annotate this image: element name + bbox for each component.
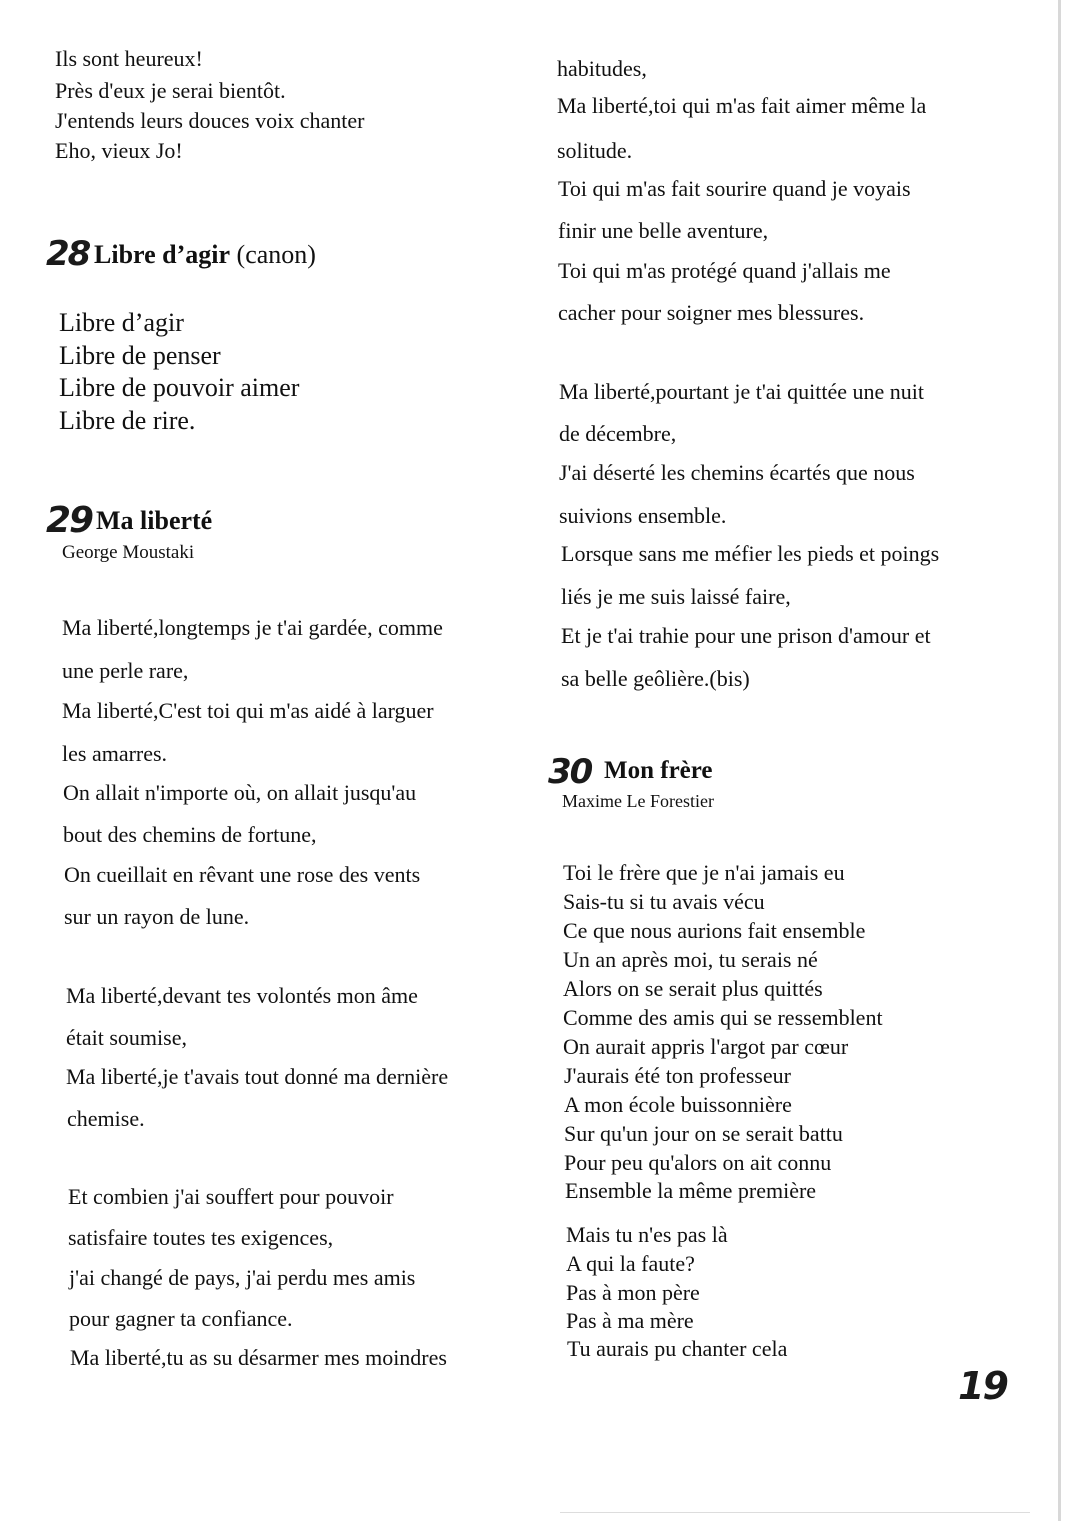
song-number: 28 <box>46 234 90 274</box>
lyric-line: Libre de rire. <box>59 406 196 435</box>
verse-line: J'entends leurs douces voix chanter <box>55 108 365 133</box>
lyric-line: A mon école buissonnière <box>564 1092 792 1117</box>
lyric-line: pour gagner ta confiance. <box>69 1306 293 1331</box>
lyric-line: satisfaire toutes tes exigences, <box>68 1225 334 1250</box>
lyric-line: Tu aurais pu chanter cela <box>567 1336 788 1361</box>
verse-line: Près d'eux je serai bientôt. <box>55 78 286 103</box>
lyric-line: Toi qui m'as protégé quand j'allais me <box>558 258 891 283</box>
lyric-line: Toi qui m'as fait sourire quand je voyais <box>558 176 911 201</box>
lyric-line: Libre d’agir <box>59 308 184 337</box>
lyric-line: de décembre, <box>559 421 677 446</box>
lyric-line: J'aurais été ton professeur <box>564 1063 791 1088</box>
lyric-line: Ma liberté,tu as su désarmer mes moindres <box>70 1345 447 1370</box>
lyric-line: Mais tu n'es pas là <box>566 1222 728 1247</box>
lyric-line: Pas à mon père <box>566 1280 700 1305</box>
lyric-line: bout des chemins de fortune, <box>63 822 317 847</box>
song-title: Libre d’agir <box>94 240 231 269</box>
lyric-line: Libre de penser <box>59 341 221 370</box>
lyric-line: Ma liberté,toi qui m'as fait aimer même la <box>557 93 927 118</box>
verse-line: Eho, vieux Jo! <box>55 138 183 163</box>
lyric-line: Ce que nous aurions fait ensemble <box>563 918 866 943</box>
song-number: 30 <box>548 752 592 792</box>
lyric-line: Ensemble la même première <box>565 1178 817 1203</box>
lyric-line: sa belle geôlière.(bis) <box>561 666 750 691</box>
song-author: George Moustaki <box>62 542 195 563</box>
lyric-line: cacher pour soigner mes blessures. <box>558 300 865 325</box>
lyric-line: On allait n'importe où, on allait jusqu'au <box>63 780 417 805</box>
verse-line: Ils sont heureux! <box>55 46 203 71</box>
lyric-line: Toi le frère que je n'ai jamais eu <box>563 860 845 885</box>
lyric-line: Libre de pouvoir aimer <box>59 373 300 402</box>
page-number: 19 <box>958 1364 1007 1408</box>
lyric-line: était soumise, <box>66 1025 187 1050</box>
lyric-line: liés je me suis laissé faire, <box>561 584 791 609</box>
lyric-line: Ma liberté,longtemps je t'ai gardée, comme <box>62 615 443 640</box>
lyric-line: Alors on se serait plus quittés <box>563 976 823 1001</box>
lyric-line: suivions ensemble. <box>559 503 727 528</box>
lyric-line: Ma liberté,pourtant je t'ai quittée une nuit <box>559 379 925 404</box>
lyric-line: On aurait appris l'argot par cœur <box>563 1034 849 1059</box>
song-author: Maxime Le Forestier <box>562 791 714 811</box>
lyric-line: A qui la faute? <box>566 1251 695 1276</box>
lyric-line: Comme des amis qui se ressemblent <box>563 1005 883 1030</box>
lyric-line: Pour peu qu'alors on ait connu <box>564 1150 832 1175</box>
lyric-line: finir une belle aventure, <box>558 218 769 243</box>
lyric-line: Sur qu'un jour on se serait battu <box>564 1121 843 1146</box>
lyric-line: Ma liberté,C'est toi qui m'as aidé à larguer <box>62 698 434 723</box>
song-number: 29 <box>46 500 93 541</box>
lyric-line: les amarres. <box>62 741 168 766</box>
lyric-line: Et je t'ai trahie pour une prison d'amour et <box>561 623 931 648</box>
lyric-line: On cueillait en rêvant une rose des vents <box>64 862 421 887</box>
lyric-line: Ma liberté,devant tes volontés mon âme <box>66 983 418 1008</box>
song-heading <box>94 240 316 270</box>
lyric-line: Ma liberté,je t'avais tout donné ma dernière <box>66 1064 449 1089</box>
song-title: Ma liberté <box>96 506 213 535</box>
lyric-line: Un an après moi, tu serais né <box>563 947 818 972</box>
lyric-line: Sais-tu si tu avais vécu <box>563 889 765 914</box>
lyric-line: une perle rare, <box>62 658 189 683</box>
lyric-line: Lorsque sans me méfier les pieds et poings <box>561 541 940 566</box>
lyric-line: Pas à ma mère <box>566 1308 694 1333</box>
song-subtitle: (canon) <box>236 240 316 269</box>
scan-edge-bottom <box>560 1512 1030 1513</box>
lyric-line: Et combien j'ai souffert pour pouvoir <box>68 1184 394 1209</box>
lyric-line: sur un rayon de lune. <box>64 904 250 929</box>
scan-edge <box>1058 0 1061 1521</box>
lyric-line: j'ai changé de pays, j'ai perdu mes amis <box>69 1265 416 1290</box>
lyric-line: solitude. <box>557 138 633 163</box>
lyric-line: habitudes, <box>557 56 647 81</box>
song-title: Mon frère <box>604 757 713 784</box>
lyric-line: J'ai déserté les chemins écartés que nous <box>559 460 915 485</box>
lyric-line: chemise. <box>67 1106 145 1131</box>
